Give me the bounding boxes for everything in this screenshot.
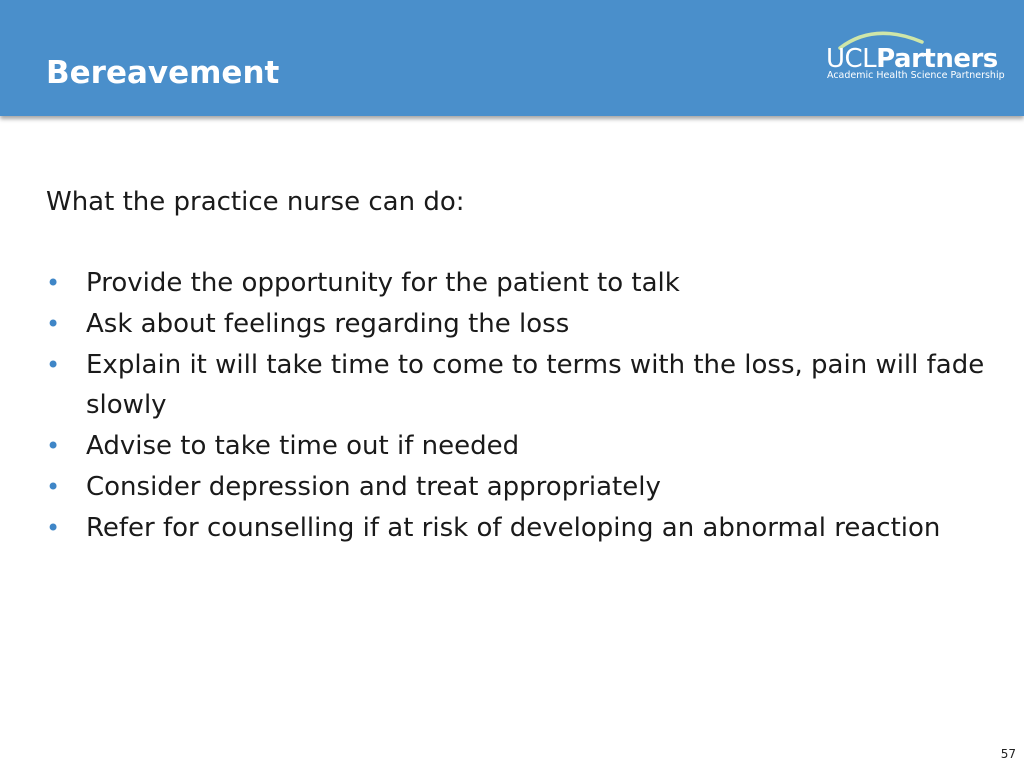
bullet-item	[46, 263, 986, 304]
bullet-dot-icon: •	[46, 472, 61, 501]
logo-ucl-text: UCL	[826, 44, 877, 74]
bullet-item	[46, 426, 986, 467]
bullet-text: Refer for counselling if at risk of developing an abnormal reaction	[86, 512, 941, 543]
bullet-item	[46, 467, 986, 508]
bullet-dot-icon: •	[46, 513, 61, 542]
bullet-list	[46, 263, 986, 549]
bullet-text: Consider depression and treat appropriately	[86, 471, 661, 502]
spacer	[46, 222, 986, 263]
logo-tagline: Academic Health Science Partnership	[827, 70, 1005, 81]
header-bar	[0, 0, 1024, 116]
bullet-text: Advise to take time out if needed	[86, 431, 520, 462]
bullet-text: Ask about feelings regarding the loss	[86, 308, 570, 339]
bullet-item	[46, 345, 986, 427]
slide-title: Bereavement	[46, 55, 280, 91]
bullet-dot-icon: •	[46, 350, 61, 379]
bullet-dot-icon: •	[46, 269, 61, 297]
uclpartners-logo	[824, 26, 1005, 86]
page-number: 57	[1000, 747, 1016, 761]
slide-content	[46, 182, 986, 549]
bullet-item	[46, 508, 986, 549]
bullet-dot-icon: •	[46, 432, 61, 461]
bullet-text: Provide the opportunity for the patient to talk	[86, 268, 680, 298]
bullet-dot-icon: •	[46, 309, 61, 338]
bullet-item	[46, 304, 986, 345]
logo-partners-text: Partners	[876, 44, 998, 74]
bullet-text: Explain it will take time to come to terms with the loss, pain will fade slowly	[86, 349, 985, 421]
intro-text: What the practice nurse can do:	[46, 187, 465, 217]
